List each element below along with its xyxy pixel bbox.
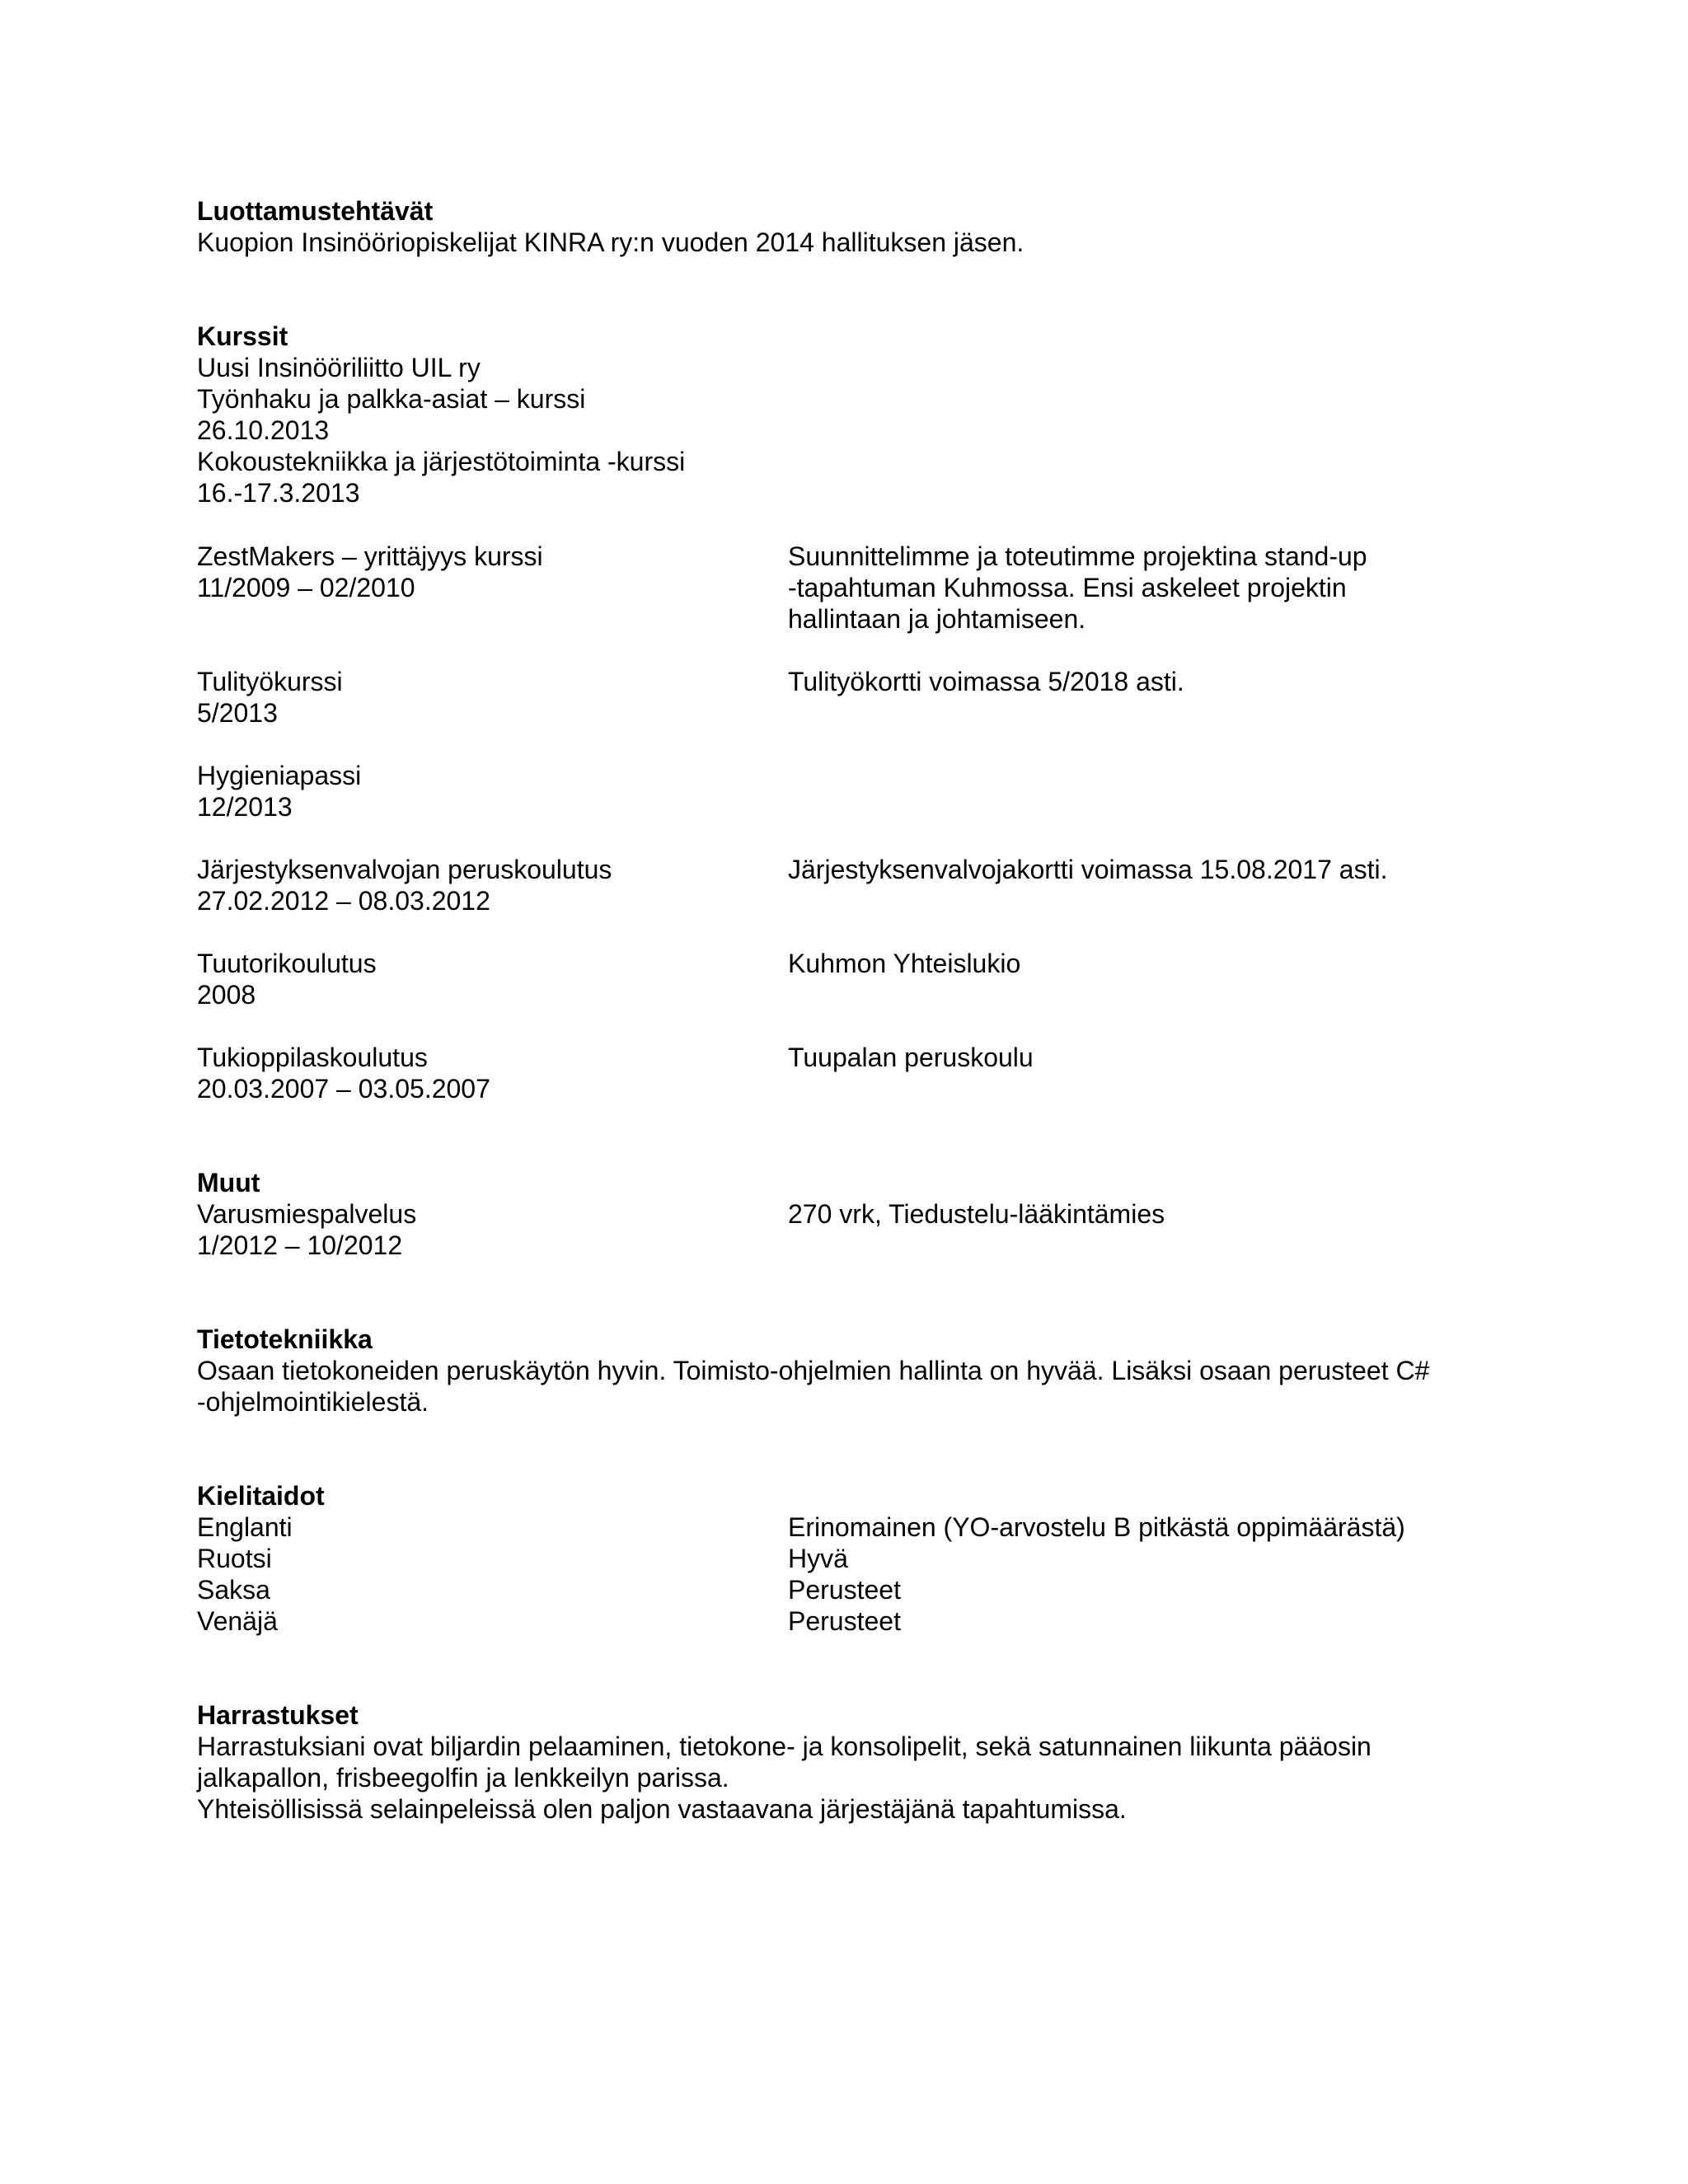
- course-desc-tuutorikoulutus: Kuhmon Yhteislukio: [788, 949, 1021, 978]
- course-date-zestmakers: 11/2009 – 02/2010: [197, 573, 415, 602]
- uil-course-2: Kokoustekniikka ja järjestötoiminta -kurssi: [197, 447, 686, 476]
- course-desc-tulityokurssi: Tulityökortti voimassa 5/2018 asti.: [788, 667, 1184, 696]
- course-title-tuutorikoulutus: Tuutorikoulutus: [197, 949, 377, 978]
- course-desc-tukioppilaskoulutus: Tuupalan peruskoulu: [788, 1043, 1034, 1072]
- harrastukset-line-2: jalkapallon, frisbeegolfin ja lenkkeilyn parissa.: [197, 1763, 729, 1793]
- language-level: Perusteet: [788, 1575, 901, 1605]
- course-title-jarjestyksenvalvoja: Järjestyksenvalvojan peruskoulutus: [197, 855, 612, 884]
- course-desc-zestmakers-2: -tapahtuman Kuhmossa. Ensi askeleet projektin: [788, 573, 1347, 602]
- course-date-tuutorikoulutus: 2008: [197, 980, 256, 1010]
- uil-course-1: Työnhaku ja palkka-asiat – kurssi: [197, 384, 586, 414]
- language-name: Ruotsi: [197, 1544, 272, 1573]
- language-level: Erinomainen (YO-arvostelu B pitkästä oppimäärästä): [788, 1512, 1405, 1542]
- tietotekniikka-line-1: Osaan tietokoneiden peruskäytön hyvin. Toimisto-ohjelmien hallinta on hyvää. Lisäksi osaan perusteet C#: [197, 1356, 1430, 1385]
- tietotekniikka-line-2: -ohjelmointikielestä.: [197, 1387, 429, 1417]
- uil-course-2-date: 16.-17.3.2013: [197, 478, 360, 508]
- course-desc-zestmakers-1: Suunnittelimme ja toteutimme projektina stand-up: [788, 541, 1367, 571]
- language-name: Venäjä: [197, 1606, 278, 1636]
- course-title-hygieniapassi: Hygieniapassi: [197, 761, 362, 790]
- section-heading-tietotekniikka: Tietotekniikka: [197, 1324, 373, 1354]
- course-date-hygieniapassi: 12/2013: [197, 792, 293, 822]
- language-level: Perusteet: [788, 1606, 901, 1636]
- section-heading-harrastukset: Harrastukset: [197, 1700, 359, 1730]
- section-heading-kurssit: Kurssit: [197, 321, 288, 351]
- language-name: Englanti: [197, 1512, 293, 1542]
- course-title-zestmakers: ZestMakers – yrittäjyys kurssi: [197, 541, 543, 571]
- section-heading-luottamustehtavat: Luottamustehtävät: [197, 196, 434, 226]
- uil-course-1-date: 26.10.2013: [197, 415, 330, 445]
- course-title-tukioppilaskoulutus: Tukioppilaskoulutus: [197, 1043, 428, 1072]
- harrastukset-line-1: Harrastuksiani ovat biljardin pelaaminen, tietokone- ja konsolipelit, sekä satunnainen liikunta pääosin: [197, 1732, 1372, 1761]
- course-title-tulityokurssi: Tulityökurssi: [197, 667, 343, 696]
- course-desc-zestmakers-3: hallintaan ja johtamiseen.: [788, 604, 1086, 634]
- muut-desc: 270 vrk, Tiedustelu-lääkintämies: [788, 1199, 1165, 1229]
- muut-date: 1/2012 – 10/2012: [197, 1230, 403, 1260]
- harrastukset-line-3: Yhteisöllisissä selainpeleissä olen paljon vastaavana järjestäjänä tapahtumissa.: [197, 1794, 1127, 1824]
- muut-title: Varusmiespalvelus: [197, 1199, 417, 1229]
- section-heading-kielitaidot: Kielitaidot: [197, 1481, 325, 1511]
- section-heading-muut: Muut: [197, 1168, 260, 1197]
- luottamus-text: Kuopion Insinööriopiskelijat KINRA ry:n vuoden 2014 hallituksen jäsen.: [197, 227, 1025, 257]
- language-name: Saksa: [197, 1575, 270, 1605]
- uil-organization: Uusi Insinööriliitto UIL ry: [197, 353, 481, 382]
- course-date-tukioppilaskoulutus: 20.03.2007 – 03.05.2007: [197, 1074, 490, 1104]
- course-date-tulityokurssi: 5/2013: [197, 698, 278, 728]
- language-level: Hyvä: [788, 1544, 848, 1573]
- course-desc-jarjestyksenvalvoja: Järjestyksenvalvojakortti voimassa 15.08.2017 asti.: [788, 855, 1388, 884]
- course-date-jarjestyksenvalvoja: 27.02.2012 – 08.03.2012: [197, 886, 490, 916]
